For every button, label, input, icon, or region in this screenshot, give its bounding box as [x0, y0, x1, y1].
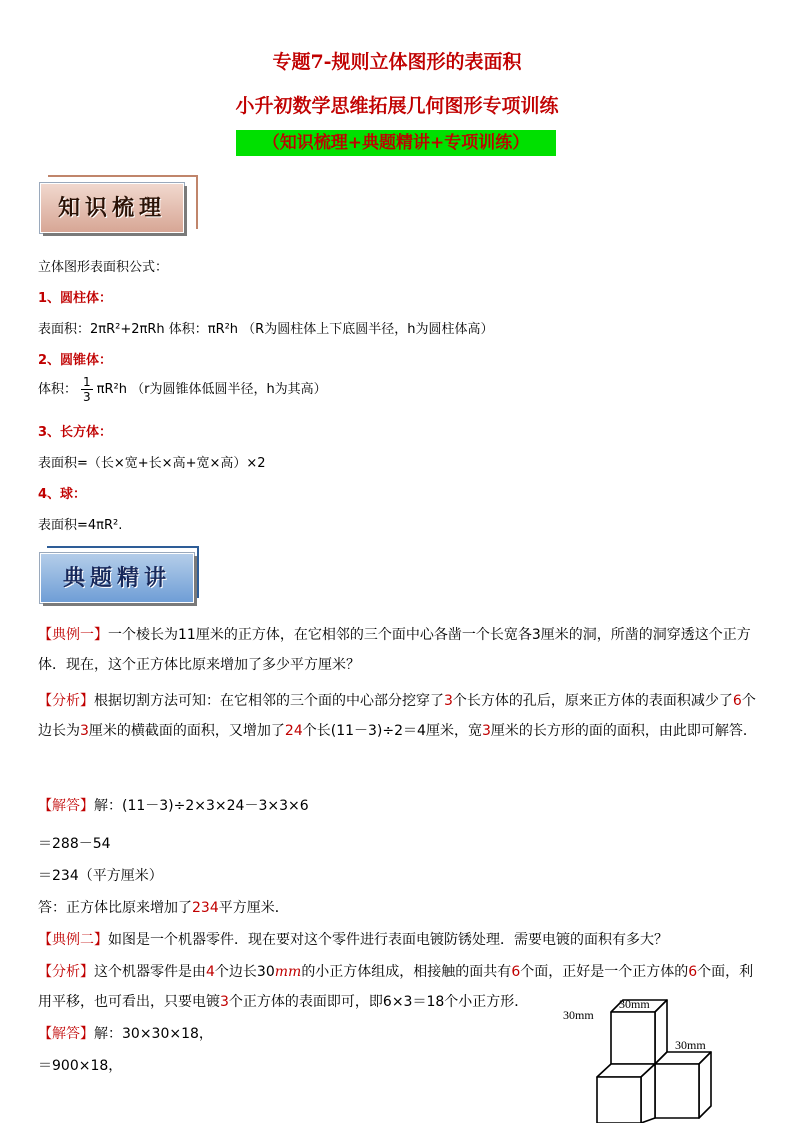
- dimension-label-left: 30mm: [563, 1008, 594, 1022]
- example1-tag: 【典例一】: [38, 627, 108, 643]
- formula-cone-prefix: 体积：: [38, 382, 78, 397]
- analysis-number: 6: [732, 693, 742, 709]
- solution-line: 解：30×30×18，: [94, 1026, 213, 1042]
- formula-cuboid: 表面积=（长×宽+长×高+宽×高）×2: [38, 456, 266, 471]
- analysis-text: 厘米的长方形的面的面积，由此即可解答．: [490, 723, 757, 739]
- analysis-tag: 【分析】: [38, 964, 94, 980]
- solution-line: 解：(11－3)÷2×3×24－3×3×6: [94, 798, 309, 814]
- analysis-unit: mm: [274, 964, 302, 980]
- analysis-text: 个面，正好是一个正方体的: [520, 964, 689, 980]
- formula-sphere: 表面积=4πR².: [38, 518, 123, 533]
- analysis-text: 个边长为: [38, 693, 756, 739]
- doc-subtitle: 小升初数学思维拓展几何图形专项训练: [235, 95, 559, 117]
- example1-question-text: 一个棱长为11厘米的正方体，在它相邻的三个面中心各凿一个长宽各3厘米的洞，所凿的洞穿透这个正方体．现在，这个正方体比原来增加了多少平方厘米？: [38, 627, 751, 673]
- example1-answer: [38, 893, 758, 923]
- heading-cuboid: 3、长方体：: [38, 425, 113, 440]
- solution-line: ＝234（平方厘米）: [38, 868, 163, 884]
- analysis-number: 4: [206, 964, 215, 980]
- analysis-text: 个长方体的孔后，原来正方体的表面积减少了: [452, 693, 733, 709]
- formula-cylinder: 表面积：2πR²+2πRh 体积：πR²h （R为圆柱体上下底圆半径，h为圆柱体高）: [38, 322, 494, 337]
- analysis-number: 3: [220, 994, 229, 1010]
- dimension-label-top: 30mm: [619, 997, 650, 1011]
- cube-face: [611, 1012, 655, 1064]
- section-banner-examples: 典题精讲: [40, 553, 194, 603]
- answer-text: 答：正方体比原来增加了: [38, 900, 192, 916]
- analysis-number: 3: [444, 693, 453, 709]
- analysis-text: 的小正方体组成，相接触的面共有: [301, 964, 512, 980]
- section-banner-knowledge: 知识梳理: [40, 183, 184, 233]
- solution-tag: 【解答】: [38, 798, 94, 814]
- example2-question-text: 如图是一个机器零件．现在要对这个零件进行表面电镀防锈处理．需要电镀的面积有多大？: [108, 932, 668, 948]
- analysis-text: 这个机器零件是由: [94, 964, 206, 980]
- cube-drawing: [597, 1000, 711, 1123]
- machine-part-figure: [555, 995, 755, 1123]
- fraction-numerator: 1: [83, 375, 91, 389]
- analysis-text: 个边长30: [214, 964, 275, 980]
- formula-intro: 立体图形表面积公式：: [38, 260, 169, 275]
- cube-face: [655, 1064, 699, 1118]
- solution-line: ＝288－54: [38, 836, 111, 852]
- heading-cylinder: 1、圆柱体：: [38, 291, 113, 306]
- dimension-label-right: 30mm: [675, 1038, 706, 1052]
- analysis-number: 3: [80, 723, 89, 739]
- cube-face: [699, 1052, 711, 1118]
- analysis-text: 根据切割方法可知：在它相邻的三个面的中心部分挖穿了: [94, 693, 444, 709]
- solution-tag: 【解答】: [38, 1026, 94, 1042]
- fraction-denominator: 3: [83, 390, 91, 404]
- solution-line: ＝900×18，: [38, 1058, 123, 1074]
- example2-tag: 【典例二】: [38, 932, 108, 948]
- example2-question: [38, 925, 758, 955]
- example1-question: [38, 620, 758, 680]
- analysis-number: 3: [481, 723, 491, 739]
- example1-solution: [38, 791, 758, 821]
- doc-subtitle-highlight: （知识梳理+典题精讲+专项训练）: [236, 130, 556, 156]
- analysis-text: 厘米的横截面的面积，又增加了: [88, 723, 285, 739]
- example1-analysis: [38, 686, 758, 746]
- analysis-text: 个长(11－3)÷2＝4厘米，宽: [302, 723, 482, 739]
- analysis-text: 个面，利用平移，也可看出，只要电镀: [38, 964, 754, 1010]
- analysis-number: 24: [284, 723, 303, 739]
- heading-sphere: 4、球：: [38, 487, 87, 502]
- answer-text: 平方厘米．: [218, 900, 289, 916]
- example2-solution: [38, 1019, 538, 1049]
- formula-cone-suffix: πR²h （r为圆锥体低圆半径，h为其高）: [96, 382, 327, 397]
- formula-cone: [38, 375, 327, 404]
- analysis-tag: 【分析】: [38, 693, 94, 709]
- analysis-number: 6: [511, 964, 521, 980]
- analysis-text: 个正方体的表面即可，即6×3＝18个小正方形．: [228, 994, 529, 1010]
- doc-title: 专题7-规则立体图形的表面积: [272, 51, 522, 73]
- analysis-number: 6: [688, 964, 698, 980]
- heading-cone: 2、圆锥体：: [38, 353, 113, 368]
- answer-number: 234: [192, 900, 219, 916]
- fraction: [81, 375, 93, 404]
- cube-face: [597, 1077, 641, 1123]
